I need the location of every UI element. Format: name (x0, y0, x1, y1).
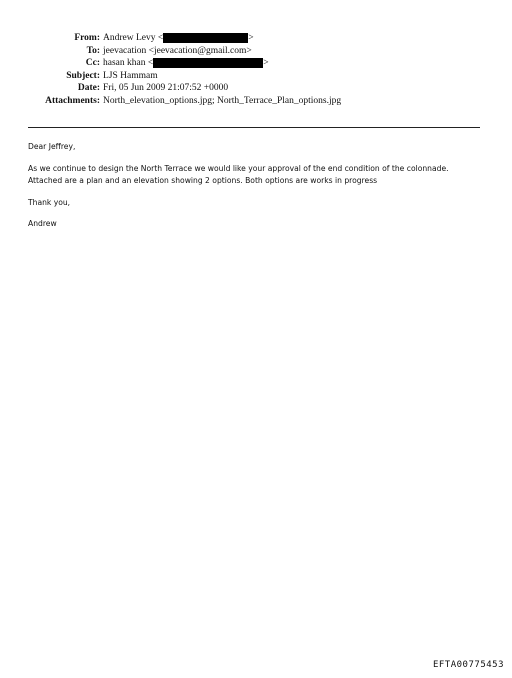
date-row (0, 82, 512, 95)
attachments-value: North_elevation_options.jpg; North_Terrace_Plan_options.jpg (103, 95, 342, 106)
from-label: From: (74, 33, 100, 43)
message-line-2: Attached are a plan and an elevation showing 2 options. Both options are works in progress (28, 176, 378, 185)
date-label: Date: (77, 83, 100, 94)
message-line-1: As we continue to design the North Terrace we would like your approval of the end condition of the colonnade. (28, 163, 449, 173)
signature: Andrew (28, 219, 57, 228)
document-id: EFTA00775453 (432, 660, 504, 670)
attachments-label: Attachments: (45, 95, 100, 106)
redaction-box (163, 33, 248, 43)
to-label: To: (86, 45, 100, 56)
greeting: Dear Jeffrey, (28, 142, 76, 151)
subject-label: Subject: (66, 70, 100, 81)
cc-close-bracket: > (263, 58, 269, 69)
from-value (100, 32, 254, 45)
cc-label: Cc: (85, 58, 100, 69)
subject-row (0, 70, 512, 83)
redaction-box (153, 58, 263, 68)
to-value: jeevacation <jeevacation@gmail.com> (103, 45, 252, 56)
email-body (28, 141, 488, 240)
attachments-row (0, 95, 512, 108)
from-row (0, 32, 512, 45)
email-header (0, 32, 512, 108)
from-name: Andrew Levy (103, 33, 156, 43)
closing: Thank you, (28, 197, 71, 207)
cc-open-bracket: < (147, 58, 154, 69)
header-divider (28, 127, 480, 128)
to-row (0, 45, 512, 58)
cc-name: hasan khan (103, 58, 146, 69)
date-value: Fri, 05 Jun 2009 21:07:52 +0000 (103, 83, 229, 94)
cc-value (100, 57, 269, 70)
subject-value: LJS Hammam (103, 70, 158, 81)
from-close-bracket: > (248, 33, 254, 43)
from-open-bracket: < (157, 33, 164, 43)
cc-row (0, 57, 512, 70)
message-paragraph (28, 163, 488, 188)
